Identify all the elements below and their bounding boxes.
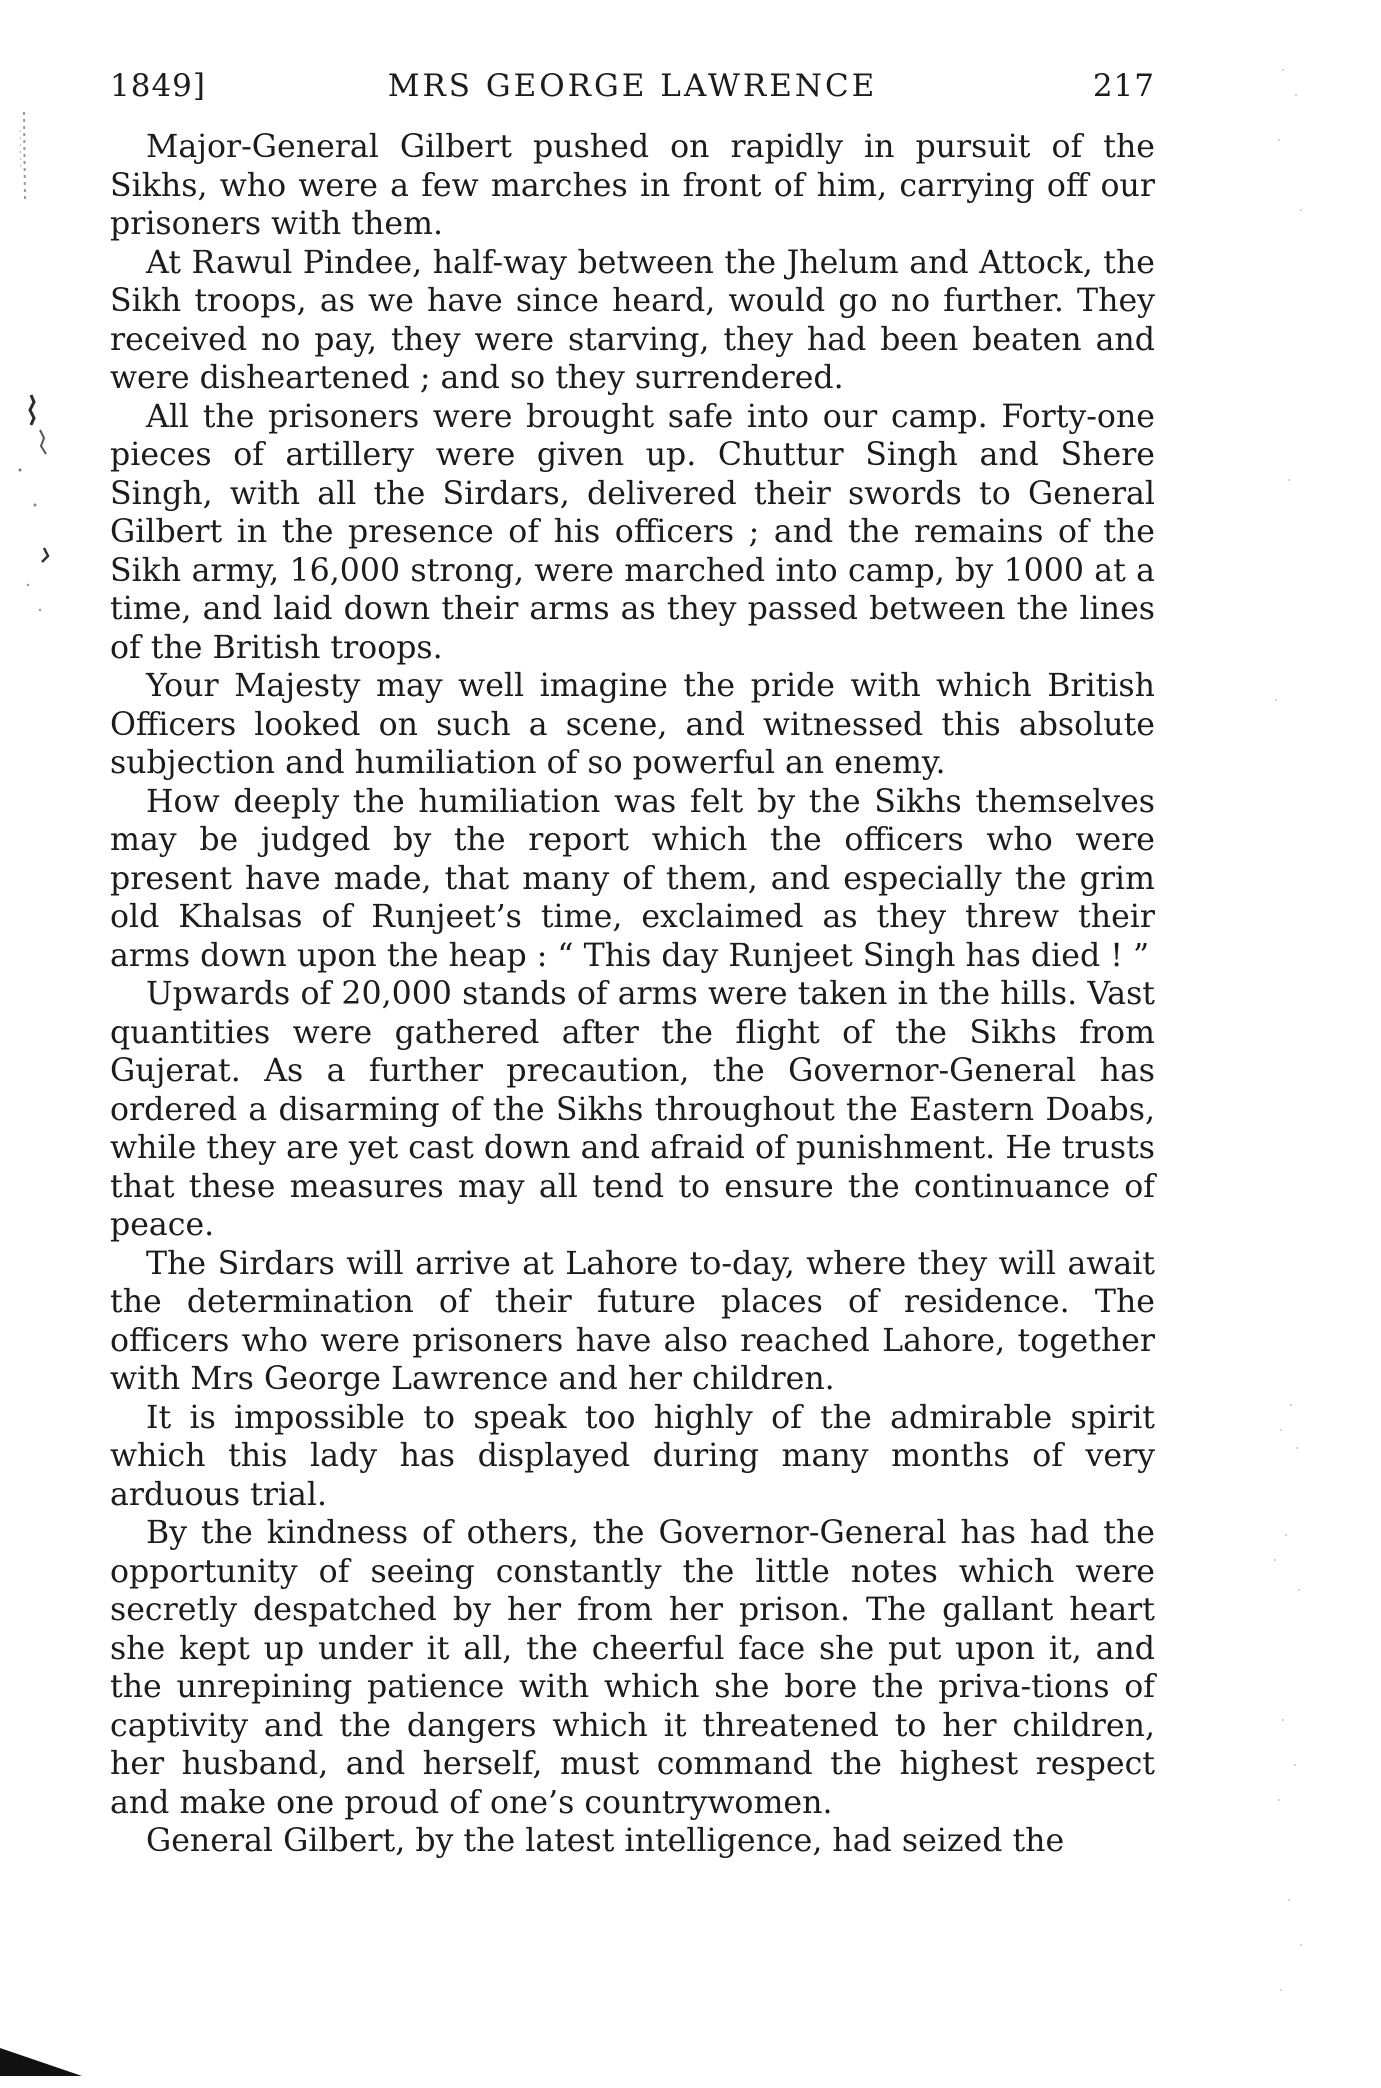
right-margin-scan-speckle xyxy=(1261,0,1381,2088)
corner-scan-mark xyxy=(0,2040,90,2088)
left-margin-scan-marks xyxy=(0,0,100,2088)
paragraph: The Sirdars will arrive at Lahore to-day, where they will await the determination of their future places of residence. The officers who were prisoners have also reached Lahore, together with Mrs George Lawrence and her children. xyxy=(110,1245,1155,1397)
paragraph: Major-General Gilbert pushed on rapidly in pursuit of the Sikhs, who were a few marches in front of him, carrying off our prisoners with them. xyxy=(110,129,1155,242)
body-text xyxy=(110,128,1155,1861)
paragraph: By the kindness of others, the Governor-General has had the opportunity of seeing constantly the little notes which were secretly despatched by her from her prison. The gallant heart she kept up under it all, the cheerful face she put upon it, and the unrepining patience with which she bore the priva-tions of captivity and the dangers which it threatened to her children, her husband, and herself, must command the highest respect and make one proud of one’s countrywomen. xyxy=(110,1515,1155,1821)
paragraph: Upwards of 20,000 stands of arms were taken in the hills. Vast quantities were gathered after the flight of the Sikhs from Gujerat. As a further precaution, the Governor-General has ordered a disarming of the Sikhs throughout the Eastern Doabs, while they are yet cast down and afraid of punishment. He trusts that these measures may all tend to ensure the continuance of peace. xyxy=(110,976,1155,1243)
paragraph: It is impossible to speak too highly of the admirable spirit which this lady has displayed during many months of very arduous trial. xyxy=(110,1399,1155,1513)
paragraph: How deeply the humiliation was felt by the Sikhs themselves may be judged by the report which the officers who were present have made, that many of them, and especially the grim old Khalsas of Runjeet’s time, exclaimed as they threw their arms down upon the heap : “ This day Runjeet Singh has died ! ” xyxy=(110,783,1155,974)
header-title: MRS GEORGE LAWRENCE xyxy=(387,68,878,104)
paragraph: General Gilbert, by the latest intelligence, had seized the xyxy=(146,1823,1065,1859)
paragraph: All the prisoners were brought safe into our camp. Forty-one pieces of artillery were given up. Chuttur Singh and Shere Singh, with all the Sirdars, delivered their swords to General Gilbert in the presence of his officers ; and the remains of the Sikh army, 16,000 strong, were marched into camp, by 1000 at a time, and laid down their arms as they passed between the lines of the British troops. xyxy=(110,398,1155,666)
header-year: 1849] xyxy=(110,68,206,104)
paragraph: At Rawul Pindee, half-way between the Jhelum and Attock, the Sikh troops, as we have since heard, would go no further. They received no pay, they were starving, they had been beaten and were disheartened ; and so they surrendered. xyxy=(110,244,1155,396)
paragraph: Your Majesty may well imagine the pride with which British Officers looked on such a scene, and witnessed this absolute subjection and humiliation of so powerful an enemy. xyxy=(110,668,1155,781)
page-number: 217 xyxy=(1092,68,1155,104)
running-head xyxy=(110,68,1155,118)
